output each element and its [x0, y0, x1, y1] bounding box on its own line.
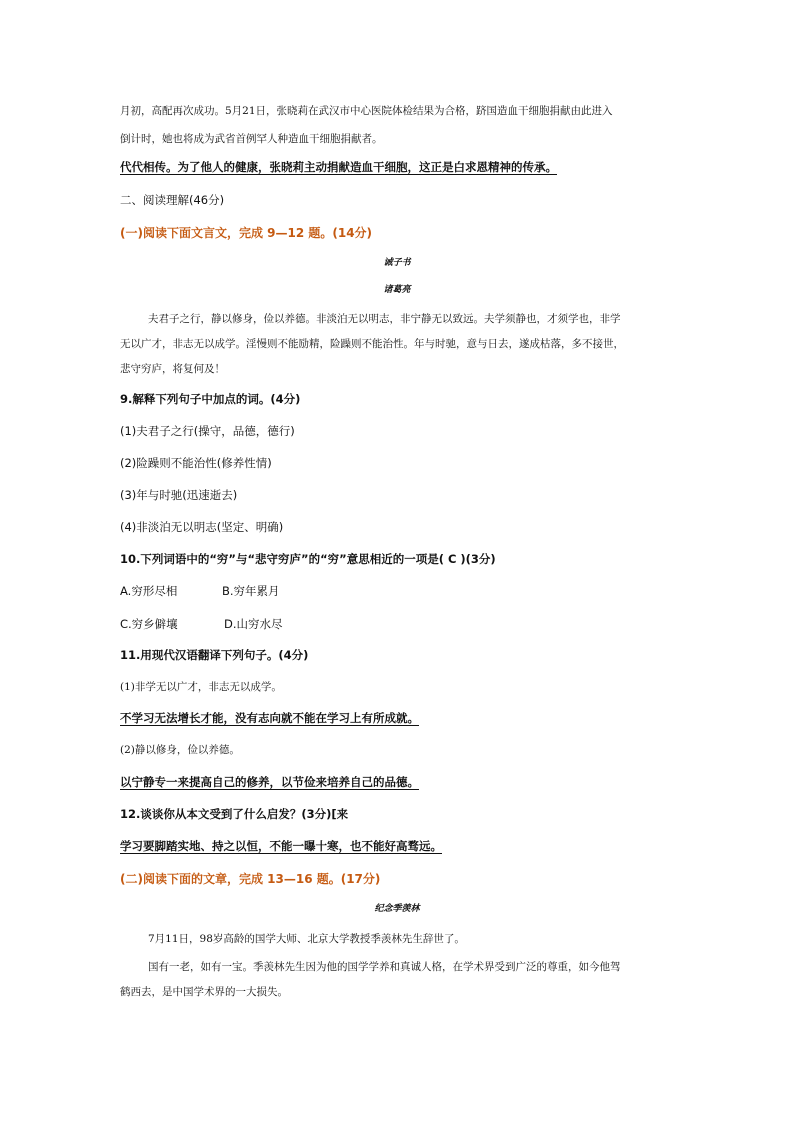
question-10-option-d: D.山穷水尽 [224, 617, 283, 631]
question-11-sentence-2: (2)静以修身，俭以养德。 [120, 744, 240, 756]
article-title: 纪念季羡林 [374, 904, 420, 914]
question-9-stem: 9.解释下列句子中加点的词。(4分) [120, 392, 301, 406]
question-9-item: (2)险躁则不能治性(修养性情) [120, 456, 272, 470]
article-paragraph-line: 国有一老，如有一宝。季羡林先生因为他的国学学养和真诚人格，在学术界受到广泛的尊重，如今他驾 [148, 961, 621, 973]
section-heading: 二、阅读理解(46分) [120, 193, 225, 207]
question-9-item: (3)年与时驰(迅速逝去) [120, 488, 238, 502]
answer-8: 代代相传。为了他人的健康，张晓莉主动捐献造血干细胞，这正是白求恩精神的传承。 [120, 160, 557, 174]
question-10-stem: 10.下列词语中的“穷”与“悲守穷庐”的“穷”意思相近的一项是( C )(3分) [120, 552, 496, 566]
article-paragraph-line: 7月11日，98岁高龄的国学大师、北京大学教授季羡林先生辞世了。 [148, 933, 465, 945]
question-11-answer-2: 以宁静专一来提高自己的修养，以节俭来培养自己的品德。 [120, 775, 419, 789]
question-9-item: (1)夫君子之行(操守，品德，德行) [120, 424, 295, 438]
classical-text-author: 诸葛亮 [383, 285, 411, 295]
part2-heading: (二)阅读下面的文章，完成 13—16 题。(17分) [120, 872, 381, 886]
question-10-option-b: B.穷年累月 [222, 584, 280, 598]
question-12-answer: 学习要脚踏实地、持之以恒，不能一曝十寒，也不能好高骛远。 [120, 839, 442, 853]
question-11-sentence-1: (1)非学无以广才，非志无以成学。 [120, 681, 282, 693]
passage-line: 月初，高配再次成功。5月21日，张晓莉在武汉市中心医院体检结果为合格，跻国造血干细胞捐献由此进入 [120, 105, 613, 117]
classical-text-title: 诫子书 [383, 258, 411, 268]
classical-text-line: 悲守穷庐，将复何及！ [120, 363, 225, 375]
question-11-answer-1: 不学习无法增长才能，没有志向就不能在学习上有所成就。 [120, 711, 419, 725]
part1-heading: (一)阅读下面文言文，完成 9—12 题。(14分) [120, 226, 373, 240]
passage-line: 倒计时，她也将成为武省首例罕人种造血干细胞捐献者。 [120, 133, 383, 145]
question-9-item: (4)非淡泊无以明志(坚定、明确) [120, 520, 284, 534]
question-10-option-c: C.穷乡僻壤 [120, 617, 178, 631]
classical-text-line: 无以广才，非志无以成学。淫慢则不能励精，险躁则不能治性。年与时驰，意与日去，遂成枯落，多不接世， [120, 338, 624, 350]
article-paragraph-line: 鹤西去，是中国学术界的一大损失。 [120, 986, 288, 998]
question-10-option-a: A.穷形尽相 [120, 584, 178, 598]
classical-text-line: 夫君子之行，静以修身，俭以养德。非淡泊无以明志，非宁静无以致远。夫学须静也，才须学也，非学 [148, 313, 621, 325]
question-11-stem: 11.用现代汉语翻译下列句子。(4分) [120, 648, 309, 662]
question-12-stem: 12.谈谈你从本文受到了什么启发？(3分)[来 [120, 807, 349, 821]
